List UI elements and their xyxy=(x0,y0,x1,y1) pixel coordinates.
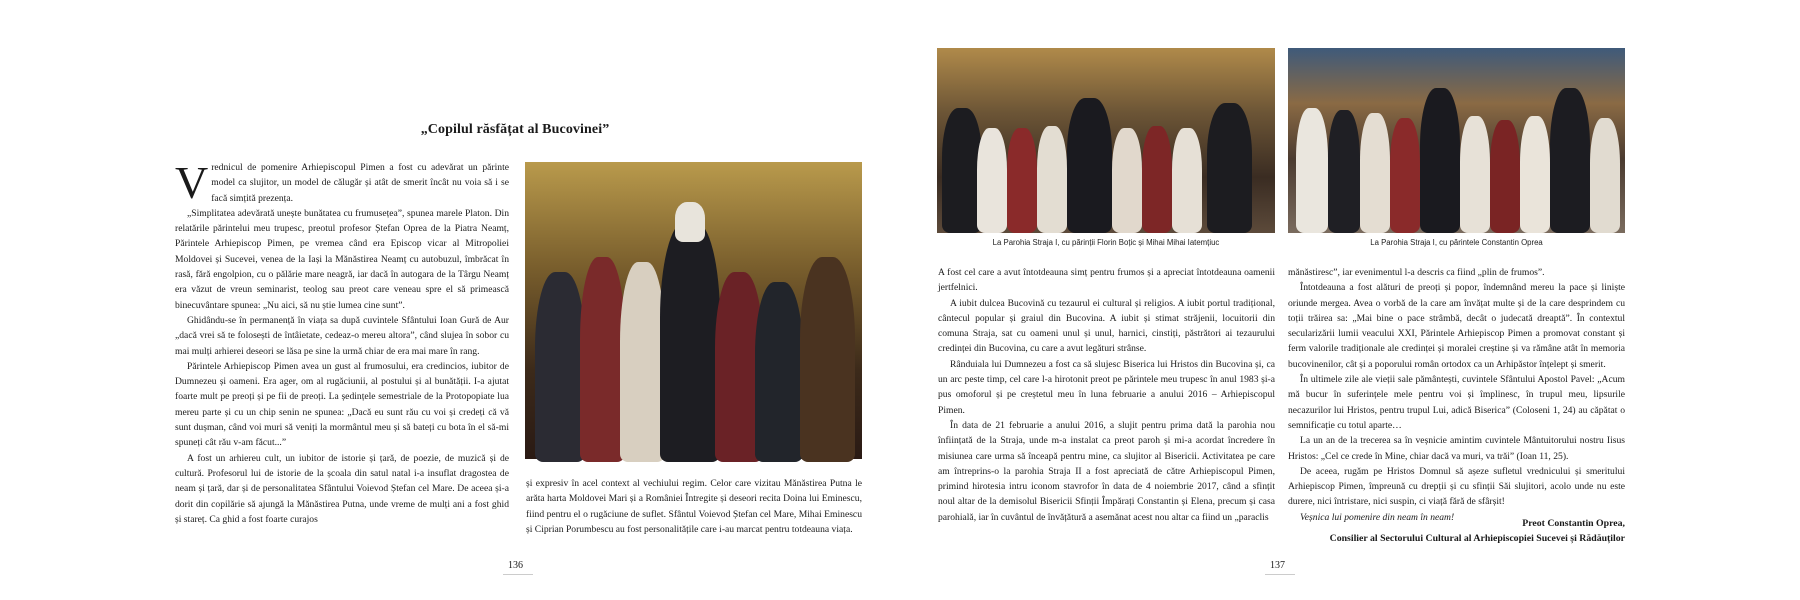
paragraph: mănăstiresc”, iar evenimentul l-a descris ca fiind „plin de frumos”. xyxy=(1288,267,1545,278)
paragraph: De aceea, rugăm pe Hristos Domnul să așeze sufletul vrednicului și smeritului Arhiepiscop Pimen, împreună cu drepții și cu sfinții Săi slujitori, acolo unde nu este durere, nici întristare, nici suspin, ci viață fără de sfârșit! xyxy=(1288,465,1625,508)
paragraph: Părintele Arhiepiscop Pimen avea un gust al frumosului, era credincios, iubitor de Dumnezeu și oameni. Era ager, om al rugăciunii, al postului și al bunătății. I-a ajutat foarte mult pe preoți și pe fii de preoți. La ședințele semestriale de la Protopopiate lua mereu parte și cu un chip senin ne spunea: „Dacă eu sunt rău cu voi și credeți că vă sunt dușman, când voi muri să veniți la mormântul meu și să bateți cu bota în el să-mi spuneți cât rău v-am făcut...” xyxy=(175,360,509,449)
group-photo-parish-straja-a xyxy=(937,48,1275,233)
left-text-column-continued xyxy=(526,476,862,548)
signature-name: Preot Constantin Oprea, xyxy=(1522,518,1625,529)
page-number-divider xyxy=(503,574,533,575)
paragraph: Ghidându-se în permanență în viața sa după cuvintele Sfântului Ioan Gură de Aur „dacă vrei să te folosești de întâietate, cedeaz-o mereu altora”, când slujea în sobor cu mai mulți arhierei deseori se lăsa pe sine la urmă chiar de era mai mare în rang. xyxy=(175,314,509,357)
paragraph: A iubit dulcea Bucovină cu tezaurul ei cultural și religios. A iubit portul tradițional, cântecul popular și graiul din Bucovina. A iubit și stimat străjenii, locuitorii din comuna Straja, sat cu oameni unul și unul, harnici, cinstiți, păstrători ai tezaurului credinței din Bucovina, cu care a avut legături strânse. xyxy=(938,297,1275,355)
paragraph: A fost cel care a avut întotdeauna simț pentru frumos și a apreciat întotdeauna oamenii jertfelnici. xyxy=(938,267,1275,294)
paragraph: Vrednicul de pomenire Arhiepiscopul Pimen a fost cu adevărat un părinte model ca slujitor, un model de călugăr și atât de smerit încât nu voia să i se facă simțită prezența. xyxy=(175,157,509,208)
page-number-left: 136 xyxy=(508,560,523,571)
left-text-column-end xyxy=(175,476,509,548)
page-number-right: 137 xyxy=(1270,560,1285,571)
right-text-column-2 xyxy=(1288,265,1625,523)
photo-caption: La Parohia Straja I, cu părintele Constantin Oprea xyxy=(1370,238,1543,247)
group-photo-parish-straja-b xyxy=(1288,48,1625,233)
right-text-column-1 xyxy=(938,265,1275,547)
paragraph: În data de 21 februarie a anului 2016, a slujit pentru prima dată la parohia nou înființată de la Straja, unde m-a instalat ca preot paroh și mi-a acordat încredere în misiunea care urma să înceapă pentru mine, ca slujitor al Bisericii. Activitatea pe care am întreprins-o la parohia Straja II a fost apreciată de către Arhiepiscopul Pimen, primind hirotesia intru iconom stavrofor în data de 4 noiembrie 2017, când a sfințit noul altar de la demisolul Bisericii Sfinții Împărați Constantin și Elena, precum și casa parohială, iar în cuvântul de învățătură a asemănat acest nou altar ca fiind un „paraclis xyxy=(938,419,1275,523)
group-photo-church-interior xyxy=(525,162,862,459)
photo-caption: La Parohia Straja I, cu părinții Florin Boțic și Mihai Mihai Iatemțiuc xyxy=(992,238,1220,247)
paragraph: La un an de la trecerea sa în veșnicie amintim cuvintele Mântuitorului nostru Iisus Hristos: „Cel ce crede în Mine, chiar dacă va muri, va trăi” (Ioan 11, 25). xyxy=(1288,435,1625,462)
paragraph: În ultimele zile ale vieții sale pământești, cuvintele Sfântului Apostol Pavel: „Acum mă bucur în suferințele mele pentru voi și împlinesc, în trupul meu, lipsurile necazurilor lui Hristos, pentru trupul Lui, adică Biserica” (Coloseni 1, 24) au căpătat o semnificație cu totul aparte… xyxy=(1288,374,1625,431)
drop-cap: V xyxy=(175,157,209,208)
signature-role: Consilier al Sectorului Cultural al Arhiepiscopiei Sucevei și Rădăuților xyxy=(1329,533,1625,544)
paragraph: Veșnica lui pomenire din neam în neam! xyxy=(1300,511,1455,523)
signature xyxy=(1288,516,1625,546)
paragraph: „Simplitatea adevărată unește bunătatea cu frumusețea”, spunea marele Platon. Din relatările părintelui meu trupesc, preotul profesor Ștefan Oprea de la Piatra Neamț, Părintele Arhiepiscop Pimen, pe vremea când era Episcop vicar al Mitropoliei Moldovei și Sucevei, venea de la Iași la Mănăstirea Neamț cu autobuzul, îmbrăcat în rasă, fără engolpion, cu o pălărie mare neagră, iar dacă în autogara de la Târgu Neamț era văzut de vreun seminarist, teolog sau preot care veneau spre el să primească binecuvântare spunea: „Nu aici, să nu știe lumea cine sunt”. xyxy=(175,207,509,311)
page-number-divider xyxy=(1265,574,1295,575)
paragraph: Rânduiala lui Dumnezeu a fost ca să slujesc Biserica lui Hristos din Bucovina și, ca un arc peste timp, cel care l-a hirotonit preot pe părintele meu trupesc în anul 1983 și-a pus omoforul și pe creștetul meu în luna februarie a anului 2016 – Arhiepiscopul Pimen. xyxy=(938,358,1275,416)
paragraph: A fost un arhiereu cult, un iubitor de istorie și țară, de poezie, de muzică și de cultură. Profesorul lui de istorie de la școala din satul natal i-a insuflat dragostea de neam și țară, dar și de personalitatea Sfântului Voievod Ștefan cel Mare. De aceea și-a dorit din copilărie să ajungă la Mănăstirea Putna, unde vreme de mulți ani a fost ghid și stareț. Ca ghid a fost foarte curajos xyxy=(175,452,509,525)
paragraph: și expresiv în acel context al vechiului regim. Celor care vizitau Mănăstirea Putna le arăta harta Moldovei Mari și a României Întregite și deseori recita Doina lui Eminescu, fiind pentru el o rugăciune de suflet. Sfântul Voievod Ștefan cel Mare, Mihai Eminescu și Ciprian Porumbescu au fost personalitățile care i-au marcat pentru totdeauna viața. xyxy=(526,478,862,535)
paragraph: Întotdeauna a fost alături de preoți și popor, îndemnând mereu la pace și liniște oriunde mergea. Avea o vorbă de la care am învățat multe și de la care desprindem cu toții trăirea sa: „Mai bine o pace strâmbă, decât o judecată dreaptă”. În contextul secularizării lumii veacului XXI, Părintele Arhiepiscop Pimen a promovat constant și ferm valorile tradiționale ale credinței și moralei creștine și va rămâne atât în memoria bucovinenilor, cât și a poporului român ortodox ca un Arhipăstor înțelept și smerit. xyxy=(1288,282,1625,370)
article-title: „Copilul răsfățat al Bucovinei” xyxy=(420,122,610,137)
